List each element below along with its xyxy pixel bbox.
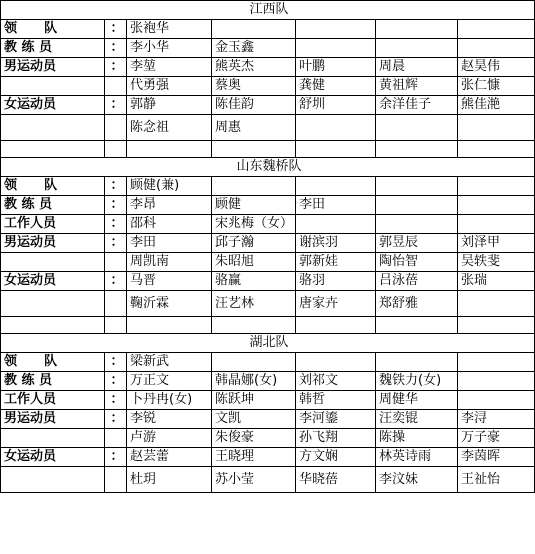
member-name-cell (458, 177, 535, 196)
role-label (1, 141, 105, 158)
colon-separator (105, 115, 127, 141)
member-name-cell (212, 141, 296, 158)
member-name-cell (296, 39, 376, 58)
member-name-cell: 苏小莹 (212, 467, 296, 493)
member-name-cell: 邱子瀚 (212, 234, 296, 253)
member-name-cell: 陈佳韵 (212, 96, 296, 115)
colon-separator (105, 253, 127, 272)
member-name-cell (458, 115, 535, 141)
member-name-cell (458, 141, 535, 158)
member-name-cell: 张仁慷 (458, 77, 535, 96)
member-name-cell: 吴轶斐 (458, 253, 535, 272)
member-name-cell (127, 317, 212, 334)
member-name-cell: 朱昭旭 (212, 253, 296, 272)
member-name-cell (376, 141, 458, 158)
role-label: 男运动员 (1, 58, 105, 77)
role-label: 工作人员 (1, 215, 105, 234)
member-name-cell: 李昂 (127, 196, 212, 215)
member-name-cell (458, 196, 535, 215)
member-name-cell: 谢滨羽 (296, 234, 376, 253)
colon-separator (105, 77, 127, 96)
role-label: 女运动员 (1, 448, 105, 467)
member-name-cell (296, 20, 376, 39)
roster-row (1, 391, 535, 410)
role-label (1, 253, 105, 272)
team-header-row (1, 1, 535, 20)
member-name-cell (458, 20, 535, 39)
member-name-cell (458, 372, 535, 391)
member-name-cell (376, 39, 458, 58)
roster-row (1, 448, 535, 467)
colon-separator: ： (105, 58, 127, 77)
role-label: 男运动员 (1, 234, 105, 253)
member-name-cell: 宋兆梅（女） (212, 215, 296, 234)
colon-separator: ： (105, 410, 127, 429)
role-label: 教 练 员 (1, 372, 105, 391)
member-name-cell: 王祉怡 (458, 467, 535, 493)
colon-separator: ： (105, 272, 127, 291)
member-name-cell (296, 215, 376, 234)
member-name-cell (458, 291, 535, 317)
member-name-cell: 代勇强 (127, 77, 212, 96)
roster-row (1, 58, 535, 77)
team-name: 江西队 (1, 1, 535, 20)
member-name-cell: 余洋佳子 (376, 96, 458, 115)
role-label: 工作人员 (1, 391, 105, 410)
member-name-cell (458, 215, 535, 234)
member-name-cell (458, 317, 535, 334)
member-name-cell: 陶怡智 (376, 253, 458, 272)
member-name-cell (127, 141, 212, 158)
roster-row (1, 429, 535, 448)
roster-row (1, 317, 535, 334)
colon-separator: ： (105, 196, 127, 215)
member-name-cell (376, 177, 458, 196)
role-label: 女运动员 (1, 272, 105, 291)
role-label (1, 467, 105, 493)
roster-row (1, 115, 535, 141)
member-name-cell: 陈念祖 (127, 115, 212, 141)
team-name: 山东魏桥队 (1, 158, 535, 177)
role-label (1, 291, 105, 317)
member-name-cell: 朱俊豪 (212, 429, 296, 448)
member-name-cell: 龚健 (296, 77, 376, 96)
member-name-cell: 郭新娃 (296, 253, 376, 272)
member-name-cell (212, 20, 296, 39)
member-name-cell: 卜丹冉(女) (127, 391, 212, 410)
roster-row (1, 77, 535, 96)
member-name-cell: 王晓理 (212, 448, 296, 467)
roster-row (1, 272, 535, 291)
member-name-cell: 蔡奥 (212, 77, 296, 96)
member-name-cell: 李汶妹 (376, 467, 458, 493)
roster-row (1, 96, 535, 115)
roster-row (1, 141, 535, 158)
member-name-cell: 郭昱辰 (376, 234, 458, 253)
roster-row (1, 291, 535, 317)
colon-separator: ： (105, 391, 127, 410)
role-label: 领 队 (1, 20, 105, 39)
roster-row (1, 353, 535, 372)
member-name-cell: 陈操 (376, 429, 458, 448)
member-name-cell (376, 115, 458, 141)
member-name-cell: 梁新武 (127, 353, 212, 372)
role-label: 男运动员 (1, 410, 105, 429)
colon-separator: ： (105, 353, 127, 372)
member-name-cell: 李河鎏 (296, 410, 376, 429)
role-label: 领 队 (1, 177, 105, 196)
member-name-cell (296, 353, 376, 372)
member-name-cell (212, 353, 296, 372)
member-name-cell: 李堃 (127, 58, 212, 77)
member-name-cell: 卢游 (127, 429, 212, 448)
member-name-cell: 郭静 (127, 96, 212, 115)
member-name-cell: 李茵晖 (458, 448, 535, 467)
member-name-cell: 张袍华 (127, 20, 212, 39)
colon-separator (105, 291, 127, 317)
member-name-cell: 万子豪 (458, 429, 535, 448)
member-name-cell (296, 115, 376, 141)
member-name-cell: 骆羽 (296, 272, 376, 291)
member-name-cell: 周惠 (212, 115, 296, 141)
member-name-cell: 舒圳 (296, 96, 376, 115)
member-name-cell: 魏铁力(女) (376, 372, 458, 391)
role-label (1, 429, 105, 448)
colon-separator (105, 467, 127, 493)
colon-separator: ： (105, 96, 127, 115)
roster-row (1, 196, 535, 215)
member-name-cell: 李锐 (127, 410, 212, 429)
colon-separator (105, 141, 127, 158)
member-name-cell: 陈跃坤 (212, 391, 296, 410)
member-name-cell: 邵科 (127, 215, 212, 234)
team-name: 湖北队 (1, 334, 535, 353)
roster-row (1, 177, 535, 196)
member-name-cell (376, 215, 458, 234)
member-name-cell: 周健华 (376, 391, 458, 410)
colon-separator (105, 317, 127, 334)
role-label (1, 77, 105, 96)
member-name-cell (212, 317, 296, 334)
role-label: 女运动员 (1, 96, 105, 115)
member-name-cell: 吕泳蓓 (376, 272, 458, 291)
colon-separator: ： (105, 177, 127, 196)
role-label: 领 队 (1, 353, 105, 372)
member-name-cell (458, 39, 535, 58)
colon-separator: ： (105, 39, 127, 58)
role-label (1, 317, 105, 334)
team-header-row (1, 334, 535, 353)
member-name-cell: 文凯 (212, 410, 296, 429)
member-name-cell: 李田 (296, 196, 376, 215)
colon-separator (105, 429, 127, 448)
member-name-cell (376, 353, 458, 372)
member-name-cell (376, 196, 458, 215)
role-label: 教 练 员 (1, 196, 105, 215)
member-name-cell: 李田 (127, 234, 212, 253)
roster-row (1, 372, 535, 391)
member-name-cell: 鞠沂霖 (127, 291, 212, 317)
member-name-cell (296, 177, 376, 196)
colon-separator: ： (105, 20, 127, 39)
member-name-cell (376, 317, 458, 334)
member-name-cell: 郑舒雅 (376, 291, 458, 317)
role-label (1, 115, 105, 141)
member-name-cell (212, 177, 296, 196)
member-name-cell: 孙飞翔 (296, 429, 376, 448)
member-name-cell: 骆赢 (212, 272, 296, 291)
member-name-cell: 赵芸蕾 (127, 448, 212, 467)
roster-row (1, 467, 535, 493)
member-name-cell: 杜玥 (127, 467, 212, 493)
member-name-cell (296, 141, 376, 158)
role-label: 教 练 员 (1, 39, 105, 58)
roster-row (1, 215, 535, 234)
roster-row (1, 234, 535, 253)
member-name-cell: 周晨 (376, 58, 458, 77)
member-name-cell: 唐家卉 (296, 291, 376, 317)
roster-row (1, 20, 535, 39)
member-name-cell: 李小华 (127, 39, 212, 58)
member-name-cell: 马晋 (127, 272, 212, 291)
roster-row (1, 39, 535, 58)
member-name-cell: 方文娴 (296, 448, 376, 467)
member-name-cell (458, 353, 535, 372)
member-name-cell: 赵昊伟 (458, 58, 535, 77)
member-name-cell: 万正文 (127, 372, 212, 391)
member-name-cell: 李浔 (458, 410, 535, 429)
member-name-cell: 刘祁文 (296, 372, 376, 391)
member-name-cell: 顾健(兼) (127, 177, 212, 196)
roster-row (1, 410, 535, 429)
member-name-cell: 汪奕锟 (376, 410, 458, 429)
team-header-row (1, 158, 535, 177)
member-name-cell: 林英诗雨 (376, 448, 458, 467)
member-name-cell: 汪艺林 (212, 291, 296, 317)
member-name-cell: 华晓蓓 (296, 467, 376, 493)
roster-row (1, 253, 535, 272)
member-name-cell: 刘泽甲 (458, 234, 535, 253)
member-name-cell: 金玉鑫 (212, 39, 296, 58)
colon-separator: ： (105, 215, 127, 234)
member-name-cell: 周凯南 (127, 253, 212, 272)
member-name-cell (376, 20, 458, 39)
colon-separator: ： (105, 448, 127, 467)
member-name-cell (296, 317, 376, 334)
colon-separator: ： (105, 234, 127, 253)
member-name-cell: 熊英杰 (212, 58, 296, 77)
member-name-cell: 叶鹏 (296, 58, 376, 77)
member-name-cell: 熊佳滟 (458, 96, 535, 115)
member-name-cell: 张瑞 (458, 272, 535, 291)
member-name-cell: 顾健 (212, 196, 296, 215)
colon-separator: ： (105, 372, 127, 391)
member-name-cell: 韩哲 (296, 391, 376, 410)
member-name-cell (458, 391, 535, 410)
member-name-cell: 黄祖辉 (376, 77, 458, 96)
member-name-cell: 韩晶娜(女) (212, 372, 296, 391)
